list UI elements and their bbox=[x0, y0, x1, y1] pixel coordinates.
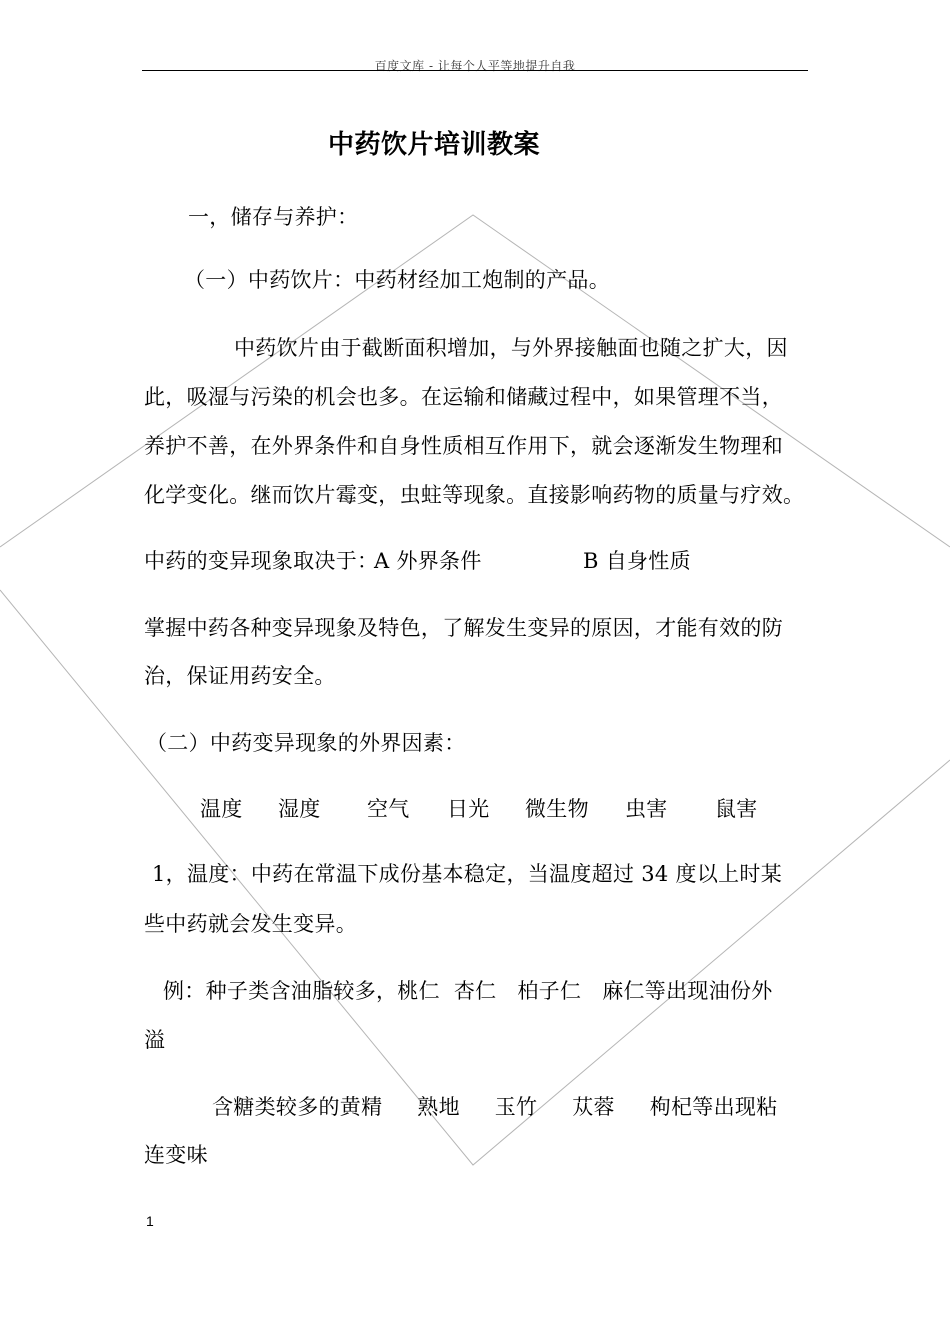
paragraph-line: 掌握中药各种变异现象及特色，了解发生变异的原因，才能有效的防 bbox=[144, 616, 783, 640]
page-number: 1 bbox=[146, 1213, 154, 1229]
factor-item: 微生物 bbox=[525, 797, 589, 821]
section-heading-storage: 一，储存与养护： bbox=[188, 205, 359, 229]
paragraph-line: 治，保证用药安全。 bbox=[144, 664, 336, 688]
factor-item: 湿度 bbox=[278, 797, 321, 821]
paragraph-line: 化学变化。继而饮片霉变，虫蛀等现象。直接影响药物的质量与疗效。 bbox=[144, 483, 805, 507]
paragraph-line: 养护不善，在外界条件和自身性质相互作用下，就会逐渐发生物理和 bbox=[144, 434, 783, 458]
page-header: 百度文库 - 让每个人平等地提升自我 bbox=[374, 59, 576, 73]
factor-item: 温度 bbox=[200, 797, 243, 821]
factor-item: 日光 bbox=[447, 797, 490, 821]
document-title: 中药饮片培训教案 bbox=[327, 130, 540, 160]
paragraph-line: 例：种子类含油脂较多，桃仁 杏仁 柏子仁 麻仁等出现油份外 bbox=[163, 979, 773, 1003]
subsection-heading-external-factors: （二）中药变异现象的外界因素： bbox=[146, 731, 466, 755]
paragraph-line: 些中药就会发生变异。 bbox=[144, 912, 357, 936]
paragraph-line: 连变味 bbox=[144, 1143, 208, 1167]
paragraph-line: 溢 bbox=[144, 1028, 166, 1052]
factor-item: 虫害 bbox=[625, 797, 668, 821]
paragraph-line: 含糖类较多的黄精 熟地 玉竹 苁蓉 枸杞等出现粘 bbox=[212, 1095, 778, 1119]
paragraph-line: 中药饮片由于截断面积增加，与外界接触面也随之扩大，因 bbox=[234, 336, 788, 360]
factor-a: A 外界条件 bbox=[374, 549, 482, 573]
header-rule bbox=[142, 70, 808, 71]
paragraph-line: 1，温度：中药在常温下成份基本稳定，当温度超过 34 度以上时某 bbox=[152, 862, 783, 886]
factor-b: B 自身性质 bbox=[583, 549, 691, 573]
factors-prefix: 中药的变异现象取决于： bbox=[144, 549, 379, 573]
subsection-heading-pieces: （一）中药饮片：中药材经加工炮制的产品。 bbox=[184, 268, 610, 292]
factor-item: 鼠害 bbox=[715, 797, 758, 821]
paragraph-line: 此，吸湿与污染的机会也多。在运输和储藏过程中，如果管理不当， bbox=[144, 385, 783, 409]
factor-item: 空气 bbox=[367, 797, 410, 821]
